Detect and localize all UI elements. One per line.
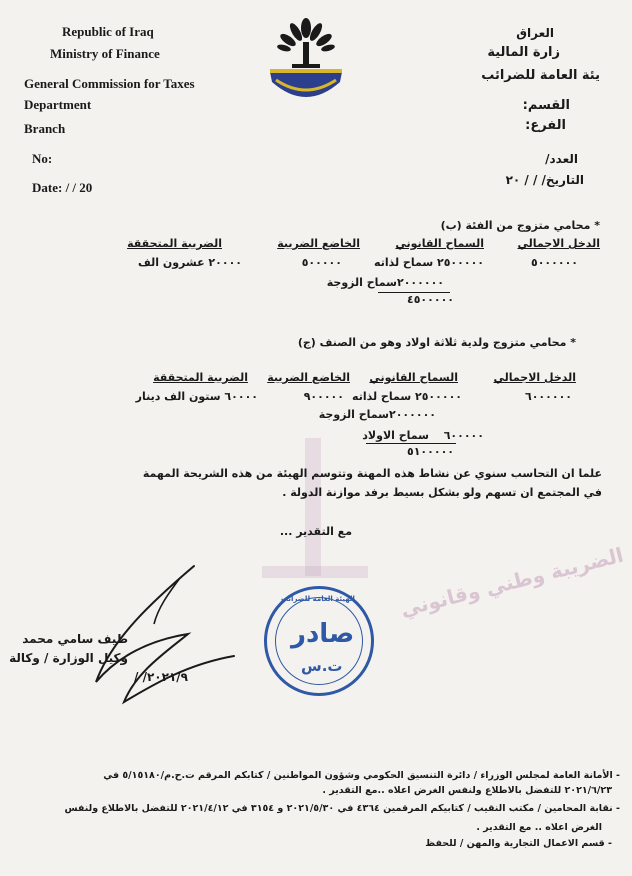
section1-gross-income: ٥٠٠٠٠٠٠: [531, 256, 578, 269]
stamp-ring-text: الهيئة العامة للضرائب: [281, 595, 355, 603]
section2-tax-due: ٦٠٠٠٠ ستون الف دينار: [135, 390, 258, 403]
section1-header-legal-allowance: السماح القانوني: [395, 237, 484, 250]
stamp-code: ت.س: [301, 657, 343, 675]
republic-en: Republic of Iraq: [62, 24, 154, 39]
commission-ar: يئة العامة للضرائب: [481, 68, 600, 83]
footer-line-2: ٢٠٢١/٦/٢٣ للتفضل بالاطلاع ولنفس الغرض اعلاه ..مع التقدير .: [322, 785, 612, 796]
footer-line-4: الغرض اعلاه .. مع التقدير .: [476, 822, 602, 833]
official-stamp: [264, 586, 374, 696]
section2-header-taxable: الخاضع الضريبة: [267, 371, 350, 384]
section2-gross-income: ٦٠٠٠٠٠٠: [525, 390, 572, 403]
section2-header-gross-income: الدخل الاجمالي: [493, 371, 576, 384]
footer-line-3: - نقابة المحامين / مكتب النقيب / كتابيكم المرقمين ٤٣٦٤ في ٢٠٢١/٥/٣٠ و ٣١٥٤ في ٢٠٢١/٤/١٢ للتفضل بالاطلاع ولنفس: [64, 803, 620, 814]
body-line-1: علما ان التحاسب سنوي عن نشاط هذه المهنة وتتوسم الهيئة من هذه الشريحة المهمة: [142, 467, 602, 480]
section2-children-allowance: ٦٠٠٠٠٠: [443, 429, 484, 442]
number-en: No:: [32, 151, 53, 166]
ministry-emblem-logo: [262, 16, 350, 110]
section2-header-tax-due: الضريبة المتحققة: [153, 371, 248, 384]
signatory-name: طيف سامي محمد: [22, 632, 128, 646]
section2-total-allowance: ٥١٠٠٠٠٠: [407, 445, 454, 458]
cross-watermark-horizontal: [262, 566, 368, 578]
body-line-2: في المجتمع ان تسهم ولو بشكل بسيط برفد موازنة الدولة .: [282, 486, 602, 499]
signatory-title: وكيل الوزارة / وكالة: [9, 651, 128, 665]
section2-total-rule: [366, 443, 456, 444]
footer-line-5: - قسم الاعمال التجارية والمهن / للحفظ: [425, 838, 612, 849]
section1-header-taxable: الخاضع الضريبة: [277, 237, 360, 250]
section1-header-gross-income: الدخل الاجمالي: [517, 237, 600, 250]
section1-total-allowance: ٤٥٠٠٠٠٠: [407, 293, 454, 306]
branch-en: Branch: [24, 121, 66, 136]
ministry-en: Ministry of Finance: [50, 46, 160, 61]
section2-spouse-allowance: ٢٠٠٠٠٠٠سماح الزوجة: [318, 408, 436, 421]
section1-header-tax-due: الضريبة المتحققة: [127, 237, 222, 250]
date-ar: التاريخ/ / / ٢٠: [505, 173, 584, 187]
branch-ar: الفرع:: [525, 118, 566, 133]
section2-title: * محامي متزوج ولدية ثلاثة اولاد وهو من الصنف (ج): [297, 336, 576, 349]
section2-self-allowance: ٢٥٠٠٠٠٠ سماح لذاته: [352, 390, 462, 403]
section1-spouse-allowance: ٢٠٠٠٠٠٠سماح الزوجة: [326, 276, 444, 289]
section1-tax-due: ٢٠٠٠٠ عشرون الف: [137, 256, 242, 269]
tax-slogan-watermark: الضريبة وطني وقانوني: [398, 542, 626, 622]
section1-title: * محامي متزوج من الفئة (ب): [440, 219, 600, 232]
section2-taxable: ٩٠٠٠٠٠: [303, 390, 344, 403]
section2-header-legal-allowance: السماح القانوني: [369, 371, 458, 384]
commission-en: General Commission for Taxes: [24, 76, 195, 91]
section1-taxable: ٥٠٠٠٠٠: [301, 256, 342, 269]
stamp-issued-text: صادر: [291, 619, 355, 649]
republic-ar: العراق: [516, 26, 554, 40]
date-en: Date: / / 20: [32, 180, 93, 195]
department-ar: القسم:: [522, 98, 570, 113]
regards: مع التقدير ...: [279, 525, 352, 538]
signature-date: ٢٠٢١/٩/ /: [134, 670, 188, 684]
cross-watermark-vertical: [305, 438, 321, 576]
ministry-ar: زارة المالية: [487, 45, 560, 60]
section2-children-allowance-label: سماح الاولاد: [362, 429, 429, 442]
department-en: Department: [24, 97, 92, 112]
section1-self-allowance: ٢٥٠٠٠٠٠ سماح لذاته: [374, 256, 484, 269]
number-ar: العدد/: [545, 152, 578, 166]
footer-line-1: - الأمانة العامة لمجلس الوزراء / دائرة التنسيق الحكومي وشؤون المواطنين / كتابكم المرقم ت.ح.م/٥/١٥١٨٠ في: [103, 770, 620, 781]
